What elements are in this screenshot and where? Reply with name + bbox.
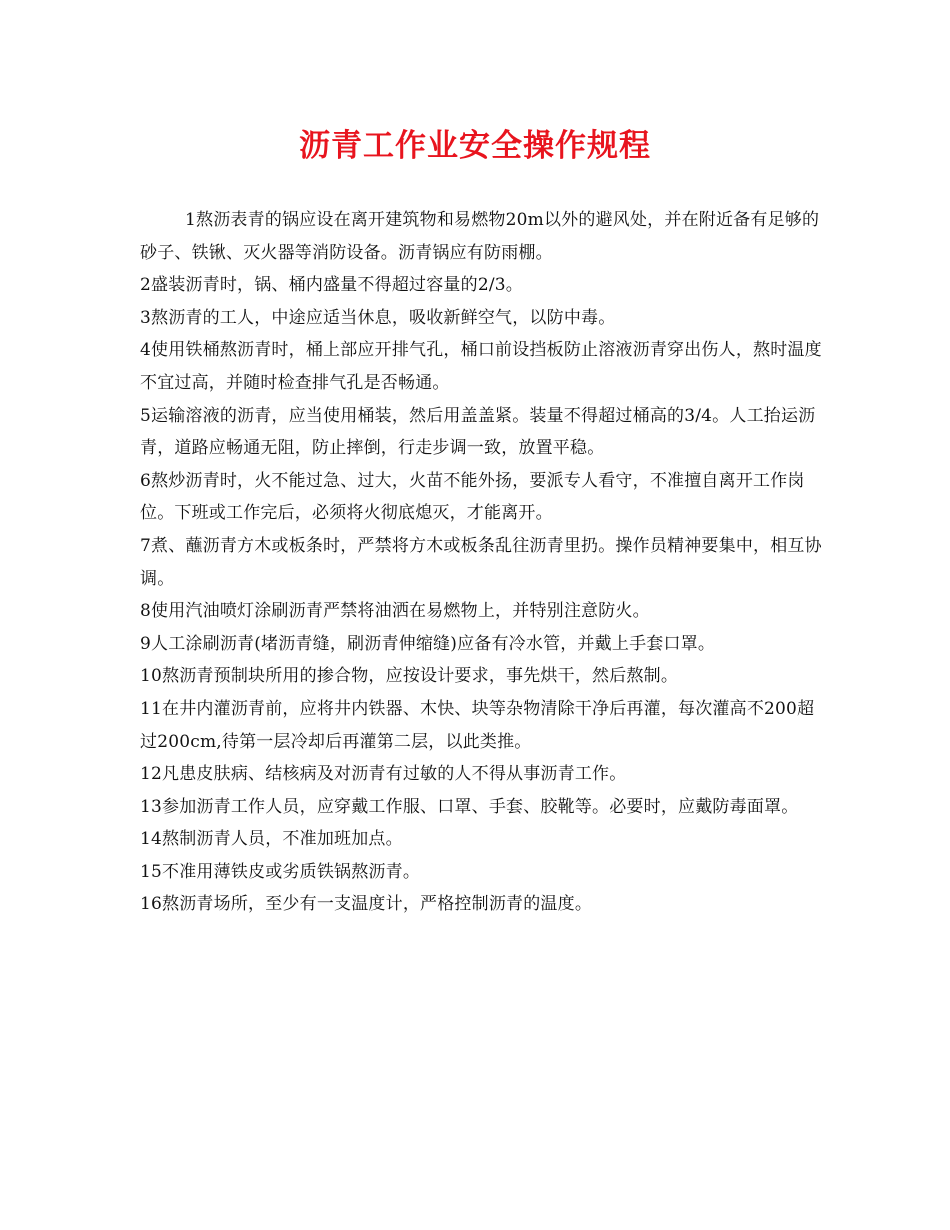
rule-item-2: 2盛装沥青时，锅、桶内盛量不得超过容量的2/3。 <box>140 275 523 296</box>
rule-item-6: 6熬炒沥青时，火不能过急、过大，火苗不能外扬，要派专人看守，不准擅自离开工作岗位。下班或工作完后，必须将火彻底熄灭，才能离开。 <box>140 470 805 524</box>
rule-item-4: 4使用铁桶熬沥青时，桶上部应开排气孔，桶口前设挡板防止溶液沥青穿出伤人，熬时温度不宜过高，并随时检查排气孔是否畅通。 <box>140 340 822 393</box>
document-title: 沥青工作业安全操作规程 <box>299 128 651 164</box>
rule-item-5: 5运输溶液的沥青，应当使用桶装，然后用盖盖紧。装量不得超过桶高的3/4。人工抬运沥青，道路应畅通无阻，防止摔倒，行走步调一致，放置平稳。 <box>140 405 816 459</box>
rule-item-10: 10熬沥青预制块所用的掺合物，应按设计要求，事先烘干，然后熬制。 <box>140 666 679 687</box>
rule-item-12: 12凡患皮肤病、结核病及对沥青有过敏的人不得从事沥青工作。 <box>140 764 627 785</box>
rule-item-1: 1熬沥表青的锅应设在离开建筑物和易燃物20m以外的避风处，并在附近备有足够的砂子、铁锹、灭火器等消防设备。沥青锅应有防雨棚。 <box>140 210 820 263</box>
rule-item-9: 9人工涂刷沥青(堵沥青缝，刷沥青伸缩缝)应备有冷水管，并戴上手套口罩。 <box>140 633 716 654</box>
rule-item-3: 3熬沥青的工人，中途应适当休息，吸收新鲜空气，以防中毒。 <box>140 307 616 328</box>
rule-item-11: 11在井内灌沥青前，应将井内铁器、木快、块等杂物清除干净后再灌，每次灌高不200超过200cm,待第一层冷却后再灌第二层，以此类推。 <box>140 698 815 752</box>
rule-item-14: 14熬制沥青人员，不准加班加点。 <box>140 829 403 850</box>
rule-item-15: 15不准用薄铁皮或劣质铁锅熬沥青。 <box>140 861 421 882</box>
rule-item-16: 16熬沥青场所，至少有一支温度计，严格控制沥青的温度。 <box>140 894 593 915</box>
document-body <box>140 204 822 921</box>
rule-item-13: 13参加沥青工作人员，应穿戴工作服、口罩、手套、胶靴等。必要时，应戴防毒面罩。 <box>140 796 799 817</box>
rule-item-7: 7煮、蘸沥青方木或板条时，严禁将方木或板条乱往沥青里扔。操作员精神要集中，相互协调。 <box>140 535 822 589</box>
rule-item-8: 8使用汽油喷灯涂刷沥青严禁将油洒在易燃物上，并特别注意防火。 <box>140 601 650 622</box>
